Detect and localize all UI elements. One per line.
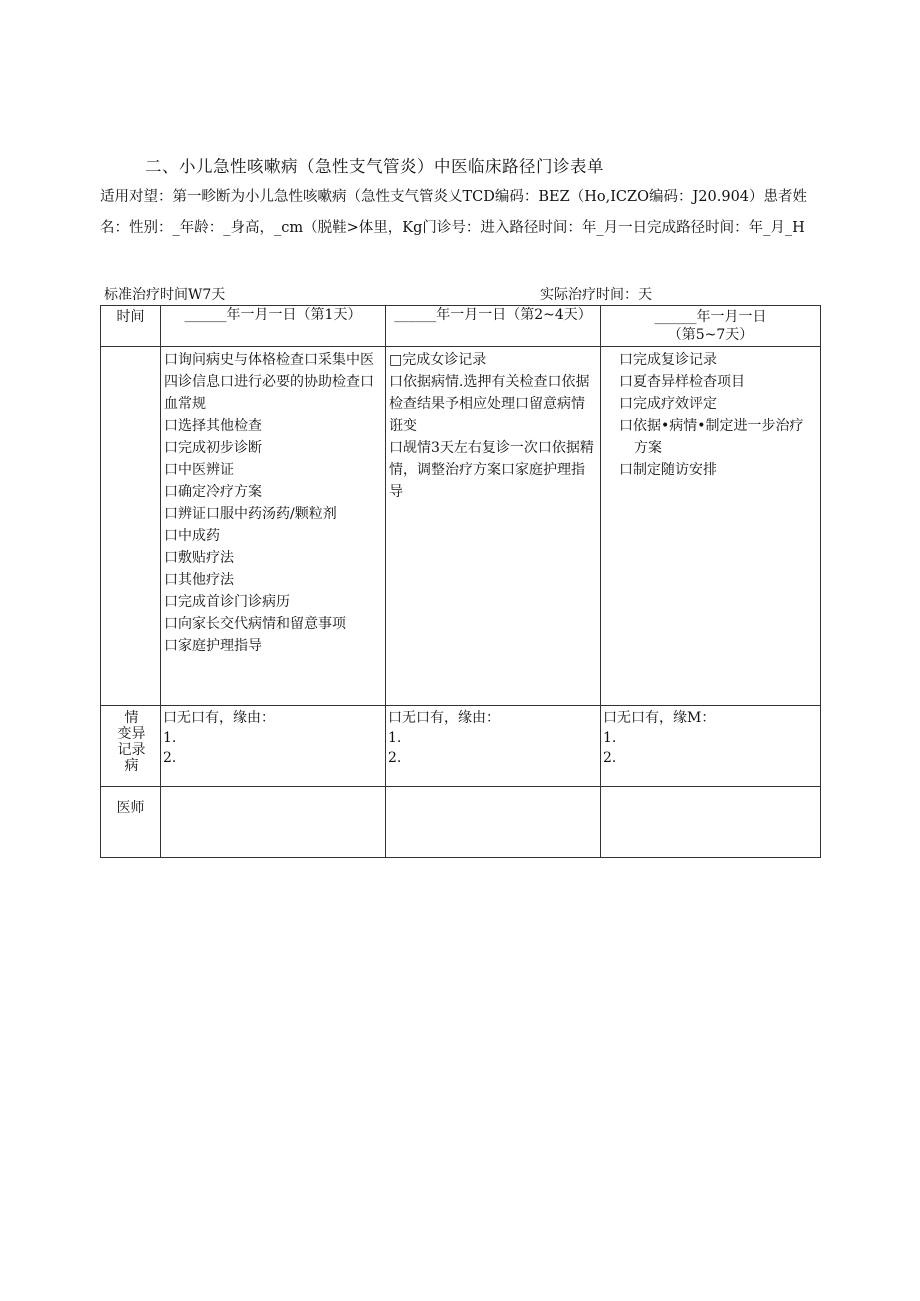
list-item: 口制定随访安排 xyxy=(619,462,717,478)
list-item: 口向家长交代病情和留意事项 xyxy=(164,616,346,632)
day1-header: ______年一月一日（第1天） xyxy=(161,306,386,347)
day2-variation-cell xyxy=(386,706,601,787)
standard-treatment-time: 标准治疗时间W7天 xyxy=(104,287,226,303)
variation-reason-1: 1. xyxy=(163,730,177,746)
day3-header xyxy=(601,306,821,347)
variation-label-line: 病 xyxy=(124,758,139,774)
day3-doctor-signature xyxy=(601,787,821,858)
day1-doctor-signature xyxy=(161,787,386,858)
variation-reason-2: 2. xyxy=(388,750,402,766)
doctor-label: 医师 xyxy=(101,787,161,858)
list-item: 口依据•病情•制定进一步治疗方案 xyxy=(619,418,804,456)
variation-reason-2: 2. xyxy=(603,750,617,766)
list-item: 口依据病情.选押有关检查口依据检查结果予相应处理口留意病情诳变 xyxy=(389,374,590,434)
variation-row xyxy=(101,706,821,787)
list-item: 口中成药 xyxy=(164,528,220,544)
day1-tasks-cell xyxy=(161,347,386,706)
variation-reason-1: 1. xyxy=(388,730,402,746)
list-item: 口询问病史与体格检查口采集中医四诊信息口进行必要的协助检查口血常规 xyxy=(164,352,374,412)
day3-variation-cell xyxy=(601,706,821,787)
day2-header: ______年一月一日（第2~4天） xyxy=(386,306,601,347)
doctor-row xyxy=(101,787,821,858)
time-label: 时间 xyxy=(101,306,161,347)
variation-label-line: 记录 xyxy=(117,742,146,758)
day2-doctor-signature xyxy=(386,787,601,858)
list-item: 口中医辨证 xyxy=(164,462,234,478)
day3-header-date: ______年一月一日 xyxy=(654,309,767,325)
variation-choice: 口无口有，缘M： xyxy=(603,710,716,726)
list-item: 口辨证口服中药汤药/颗粒剂 xyxy=(164,506,337,522)
variation-reason-1: 1. xyxy=(603,730,617,746)
day2-tasks-cell xyxy=(386,347,601,706)
tasks-label-cell xyxy=(101,347,161,706)
list-item: 口完成初步诊断 xyxy=(164,440,262,456)
clinical-pathway-table xyxy=(100,305,821,858)
list-item: 口完成复诊记录 xyxy=(619,352,717,368)
header-row xyxy=(101,306,821,347)
actual-treatment-time: 实际治疗时间：天 xyxy=(540,287,652,303)
list-item: 口其他疗法 xyxy=(164,572,234,588)
list-item: 口觇情3天左右复诊一次口依据精情，调整治疗方案口家庭护理指导 xyxy=(389,440,594,500)
intro-paragraph: 适用对望：第一畛断为小儿急性咳嗽病（急性支气管炎乂TCD编码：BEZ（Ho,ICZO编码：J20.904）患者姓名：性别：_年龄：_身高，_cm（脱鞋>体里，Kg门诊号：进入路径时间：年_月一日完成路径时间：年_月_H xyxy=(100,189,808,236)
tasks-row xyxy=(101,347,821,706)
list-item: 口完成首诊门诊病历 xyxy=(164,594,290,610)
day3-header-range: （第5~7天） xyxy=(667,327,754,343)
variation-choice: 口无口有，缘由： xyxy=(388,710,500,726)
day2-task-list xyxy=(386,347,600,503)
variation-label-line: 变异 xyxy=(117,726,146,742)
variation-choice: 口无口有，缘由： xyxy=(163,710,275,726)
day3-task-list xyxy=(601,347,820,481)
variation-reason-2: 2. xyxy=(163,750,177,766)
variation-label-line: 情 xyxy=(124,710,139,726)
list-item: 口选择其他检查 xyxy=(164,418,262,434)
list-item: 口完成疗效评定 xyxy=(619,396,717,412)
list-item: 口确定冷疗方案 xyxy=(164,484,262,500)
page-title: 二、小儿急性咳嗽病（急性支气管炎）中医临床路径门诊表单 xyxy=(145,157,604,176)
list-item: 口夏杳异样检杳项目 xyxy=(619,374,745,390)
list-item: □完成女诊记录 xyxy=(389,352,487,368)
day1-variation-cell xyxy=(161,706,386,787)
list-item: 口家庭护理指导 xyxy=(164,638,262,654)
day1-task-list xyxy=(161,347,385,657)
list-item: 口敷贴疗法 xyxy=(164,550,234,566)
variation-label xyxy=(101,706,161,787)
day3-tasks-cell xyxy=(601,347,821,706)
